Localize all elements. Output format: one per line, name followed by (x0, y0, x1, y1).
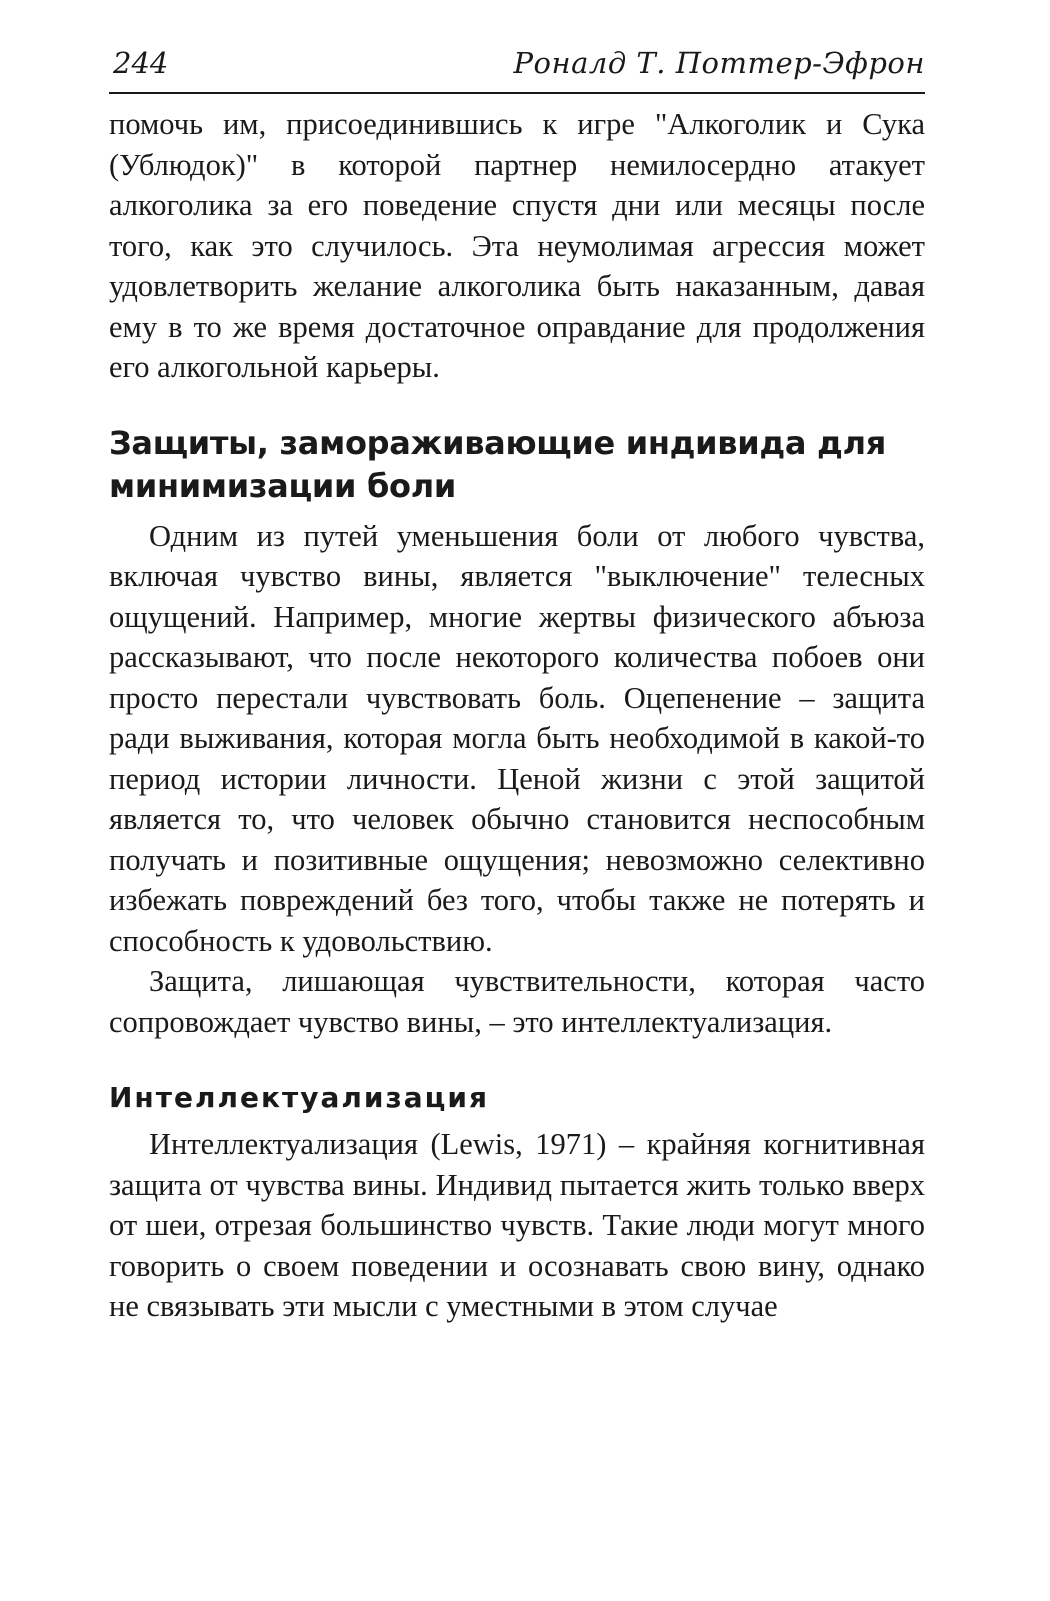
running-head-author: Роналд Т. Поттер-Эфрон (513, 46, 925, 80)
paragraph-intellectualization: Интеллектуализация (Lewis, 1971) – крайняя когнитивная защита от чувства вины. Индивид пытается жить только вверх от шеи, отрезая большинство чувств. Такие люди могут много говорить о своем поведении и осознавать свою вину, однако не связывать эти мысли с уместными в этом случае (109, 1127, 925, 1323)
running-header (109, 40, 925, 94)
paragraph-desensitizing-defense: Защита, лишающая чувствительности, которая часто сопровождает чувство вины, – это интеллектуализация. (109, 964, 925, 1039)
book-page (109, 40, 925, 1327)
section-heading: Защиты, замораживающие индивида для минимизации боли (109, 423, 886, 505)
subsection-heading: Интеллектуализация (109, 1081, 490, 1114)
page-number: 244 (113, 46, 169, 80)
paragraph-continued: помочь им, присоединившись к игре "Алкоголик и Сука (Ублюдок)" в которой партнер немилосердно атакует алкоголика за его поведение спустя дни или месяцы после того, как это случилось. Эта неумолимая агрессия может удовлетворить желание алкоголика быть наказанным, давая ему в то же время достаточное оправдание для продолжения его алкогольной карьеры. (109, 107, 925, 384)
paragraph-numbing: Одним из путей уменьшения боли от любого чувства, включая чувство вины, является "выключение" телесных ощущений. Например, многие жертвы физического абъюза рассказывают, что после некоторого количества побоев они просто перестали чувствовать боль. Оцепенение – защита ради выживания, которая могла быть необходимой в какой-то период истории личности. Ценой жизни с этой защитой является то, что человек обычно становится неспособным получать и позитивные ощущения; невозможно селективно избежать повреждений без того, чтобы также не потерять и способность к удовольствию. (109, 518, 925, 958)
